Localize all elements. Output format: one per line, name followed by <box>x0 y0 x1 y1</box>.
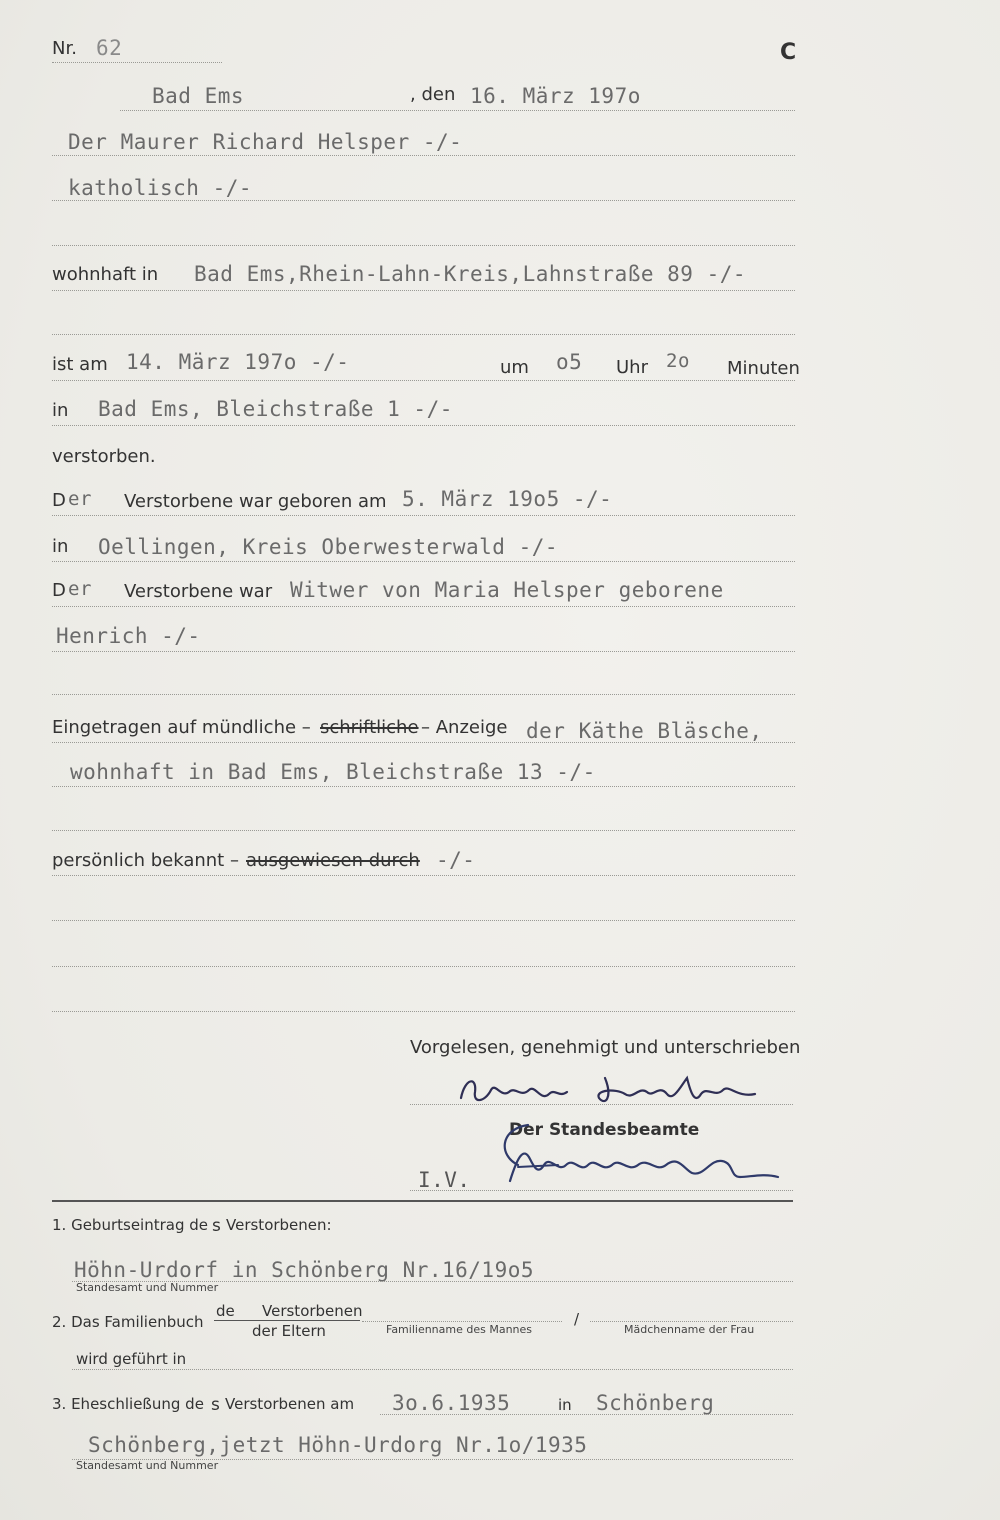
familienbuch-eltern: der Eltern <box>252 1322 326 1340</box>
gefuehrt-label: wird geführt in <box>76 1350 187 1368</box>
der-suffix-1: er <box>68 488 92 510</box>
registration-value-2: wohnhaft in Bad Ems, Bleichstraße 13 -/- <box>70 760 596 784</box>
death-date: 14. März 197o -/- <box>126 350 350 374</box>
footer-item-3-label-a: 3. Eheschließung de <box>52 1395 204 1413</box>
marital-value-1: Witwer von Maria Helsper geborene <box>290 578 724 602</box>
nr-value: 62 <box>96 36 123 60</box>
registration-label-a: Eingetragen auf mündliche – <box>52 717 311 738</box>
familienbuch-verstorbenen: Verstorbenen <box>262 1302 363 1320</box>
identity-struck-option: ausgewiesen durch <box>246 850 420 871</box>
death-date-label: ist am <box>52 354 108 375</box>
approval-text: Vorgelesen, genehmigt und unterschrieben <box>410 1037 801 1058</box>
informant-signature <box>455 1068 775 1114</box>
minuten-label: Minuten <box>727 358 800 379</box>
der-prefix-2: D <box>52 580 66 601</box>
marital-value-2: Henrich -/- <box>56 624 201 648</box>
um-label: um <box>500 357 529 378</box>
footer-item-3-s: s <box>211 1395 220 1415</box>
iv-label: I.V. <box>418 1168 471 1192</box>
birth-label: Verstorbene war geboren am <box>124 491 387 512</box>
marriage-registry-entry: Schönberg,jetzt Höhn-Urdorg Nr.1o/1935 <box>88 1433 588 1457</box>
familienname-mann-label: Familienname des Mannes <box>386 1323 533 1336</box>
birth-date: 5. März 19o5 -/- <box>402 487 613 511</box>
nr-label: Nr. <box>52 38 77 59</box>
residence-label: wohnhaft in <box>52 264 159 285</box>
death-place-label: in <box>52 400 69 421</box>
footer-item-1-label: 1. Geburtseintrag de <box>52 1216 209 1234</box>
verstorben-label: verstorben. <box>52 446 156 467</box>
death-minutes: 2o <box>666 350 690 372</box>
record-date: 16. März 197o <box>470 84 641 108</box>
familienbuch-de: de <box>216 1302 235 1320</box>
registrar-label: Der Standesbeamte <box>509 1120 700 1140</box>
identity-value: -/- <box>436 848 476 872</box>
der-suffix-2: er <box>68 578 92 600</box>
familienbuch-slash: / <box>574 1310 580 1328</box>
identity-label-a: persönlich bekannt – <box>52 850 239 871</box>
death-hour: o5 <box>556 350 583 374</box>
registration-label-b: – Anzeige <box>421 717 508 738</box>
footer-item-1-s: s <box>212 1216 221 1236</box>
form-letter: C <box>780 40 797 65</box>
birth-place-label: in <box>52 536 69 557</box>
standesamt-label-1: Standesamt und Nummer <box>76 1281 219 1294</box>
uhr-label: Uhr <box>616 357 648 378</box>
footer-item-3-label-b: Verstorbenen am <box>225 1395 355 1413</box>
registrar-signature <box>478 1115 788 1195</box>
person-line-2: katholisch -/- <box>68 176 253 200</box>
maedchenname-frau-label: Mädchenname der Frau <box>624 1323 755 1336</box>
registration-struck-option: schriftliche <box>320 717 419 738</box>
birth-registry-entry: Höhn-Urdorf in Schönberg Nr.16/19o5 <box>74 1258 535 1282</box>
place-value: Bad Ems <box>152 84 245 108</box>
marital-label: Verstorbene war <box>124 581 273 602</box>
birth-place: Oellingen, Kreis Oberwesterwald -/- <box>98 535 559 559</box>
registration-value-1: der Käthe Bläsche, <box>526 719 763 743</box>
den-label: , den <box>410 84 456 105</box>
footer-item-1-rest: Verstorbenen: <box>226 1216 332 1234</box>
death-place: Bad Ems, Bleichstraße 1 -/- <box>98 397 453 421</box>
footer-item-2-label: 2. Das Familienbuch <box>52 1313 204 1331</box>
der-prefix-1: D <box>52 490 66 511</box>
standesamt-label-2: Standesamt und Nummer <box>76 1459 219 1472</box>
marriage-place: Schönberg <box>596 1391 715 1415</box>
person-line-1: Der Maurer Richard Helsper -/- <box>68 130 463 154</box>
marriage-date: 3o.6.1935 <box>392 1391 511 1415</box>
marriage-in-label: in <box>558 1396 572 1414</box>
residence-value: Bad Ems,Rhein-Lahn-Kreis,Lahnstraße 89 -/- <box>194 262 747 286</box>
